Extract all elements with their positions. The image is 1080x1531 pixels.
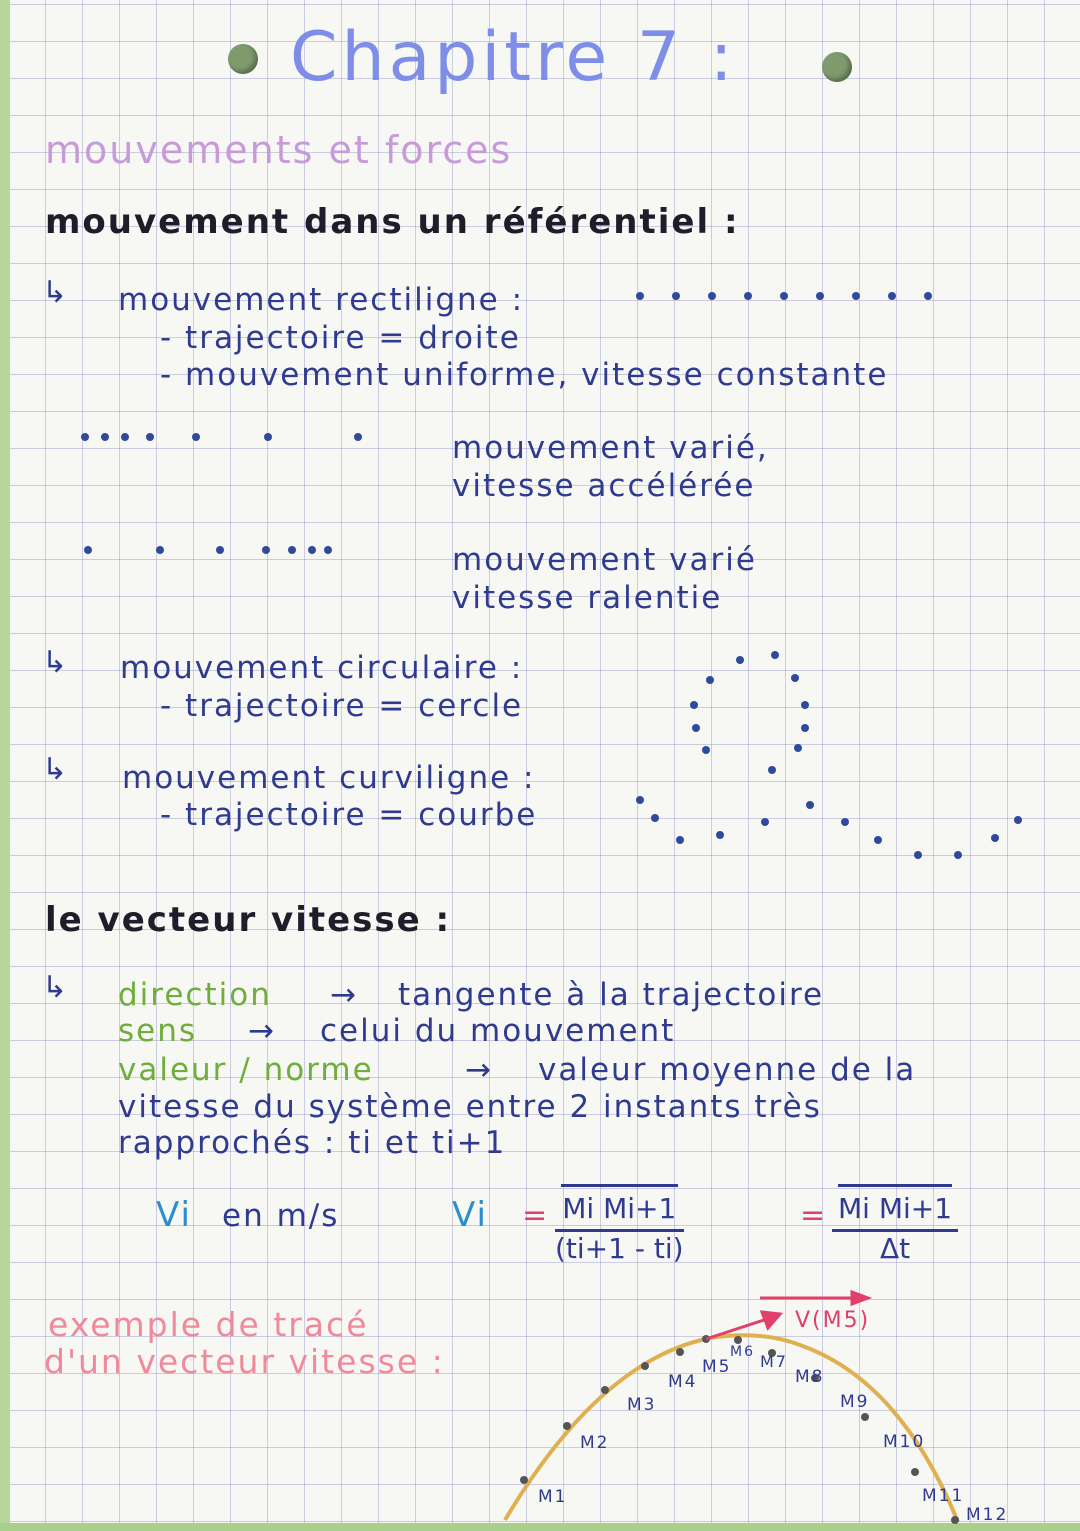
valeur-text3: rapprochés : ti et ti+1 — [118, 1125, 507, 1161]
rectiligne-label: mouvement rectiligne : — [118, 282, 525, 318]
velocity-label: V(M5) — [795, 1308, 871, 1333]
section-heading-referentiel: mouvement dans un référentiel : — [45, 202, 740, 242]
point-label: M11 — [922, 1486, 965, 1506]
sens-text: celui du mouvement — [320, 1013, 676, 1049]
dots-accelere — [81, 433, 362, 441]
point-label: M8 — [795, 1367, 825, 1387]
point-label: M9 — [840, 1392, 870, 1412]
direction-text: tangente à la trajectoire — [398, 977, 825, 1013]
point-label: M1 — [538, 1487, 568, 1507]
trajectory-points — [520, 1335, 959, 1524]
term-sens: sens — [118, 1013, 198, 1049]
dots-ralenti — [84, 546, 332, 554]
bullet-arrow-icon: ↳ — [42, 752, 70, 787]
vi-symbol: Vi — [156, 1195, 192, 1235]
fraction-numerator: Mi Mi+1 — [832, 1192, 958, 1232]
page-title: Chapitre 7 : — [290, 18, 737, 97]
point-label: M7 — [760, 1352, 788, 1371]
dots-rectiligne — [636, 292, 932, 300]
ralenti-line1: mouvement varié — [452, 542, 757, 578]
fraction-numerator: Mi Mi+1 — [555, 1192, 684, 1232]
accelere-line1: mouvement varié, — [452, 430, 769, 466]
point-label: M5 — [702, 1357, 732, 1377]
trajectory-curve — [505, 1335, 958, 1522]
fraction-denominator: Δt — [879, 1232, 911, 1265]
arrow: → — [248, 1013, 276, 1049]
valeur-text2: vitesse du système entre 2 instants très — [118, 1089, 822, 1125]
arrow: → — [465, 1052, 493, 1088]
dots-curviligne — [636, 766, 1022, 859]
page-subtitle: mouvements et forces — [45, 128, 513, 172]
fraction-denominator: (ti+1 - ti) — [555, 1232, 684, 1265]
point-label: M12 — [966, 1505, 1009, 1525]
example-line1: exemple de tracé — [48, 1305, 369, 1344]
accelere-line2: vitesse accélérée — [452, 468, 756, 504]
point-label: M2 — [580, 1433, 610, 1453]
curviligne-line1: - trajectoire = courbe — [160, 797, 538, 833]
curviligne-label: mouvement curviligne : — [122, 760, 536, 796]
bullet-arrow-icon: ↳ — [42, 645, 70, 680]
circulaire-line1: - trajectoire = cercle — [160, 688, 524, 724]
rectiligne-line1: - trajectoire = droite — [160, 320, 521, 356]
term-valeur: valeur / norme — [118, 1052, 374, 1088]
dots-circulaire — [690, 651, 809, 754]
equals-sign: = — [522, 1198, 550, 1233]
ralenti-line2: vitesse ralentie — [452, 580, 723, 616]
circulaire-label: mouvement circulaire : — [120, 650, 524, 686]
point-label: M6 — [730, 1344, 755, 1360]
vi-lhs: Vi — [452, 1195, 488, 1235]
section-heading-vecteur: le vecteur vitesse : — [45, 900, 452, 940]
vi-unit: en m/s — [222, 1198, 340, 1234]
point-label: M3 — [627, 1395, 657, 1415]
example-line2: d'un vecteur vitesse : — [44, 1342, 445, 1381]
arrow: → — [330, 977, 358, 1013]
bullet-arrow-icon: ↳ — [42, 275, 70, 310]
term-direction: direction — [118, 977, 272, 1013]
equals-sign: = — [800, 1198, 828, 1233]
point-label: M4 — [668, 1372, 698, 1392]
rectiligne-line2: - mouvement uniforme, vitesse constante — [160, 357, 889, 393]
valeur-text1: valeur moyenne de la — [538, 1052, 917, 1088]
point-label: M10 — [883, 1432, 926, 1452]
bullet-arrow-icon: ↳ — [42, 970, 70, 1005]
